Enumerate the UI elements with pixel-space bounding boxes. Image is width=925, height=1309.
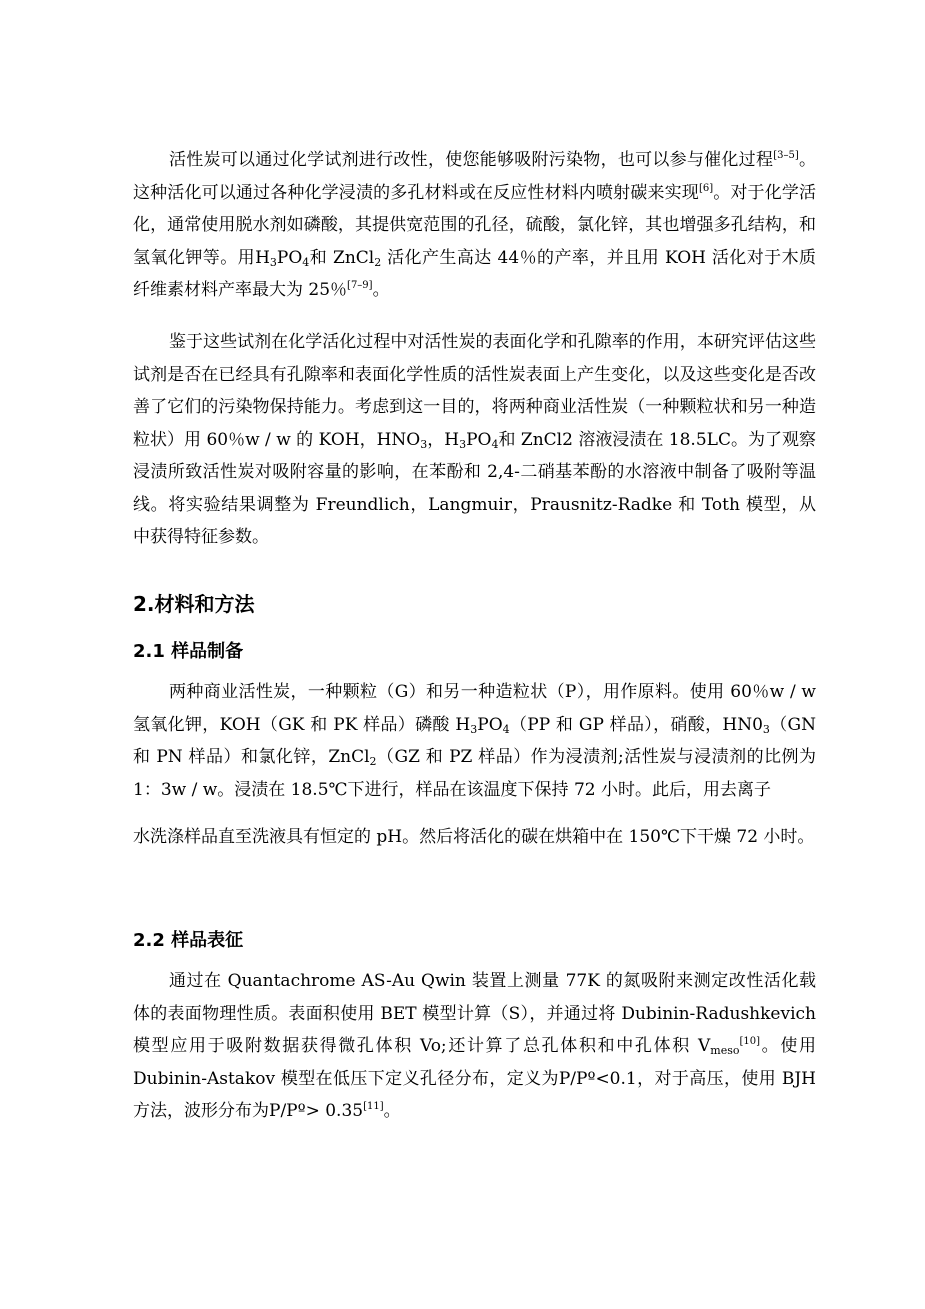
citation-7-9: [7–9] [347,280,373,291]
citation-6: [6] [698,182,714,194]
citation-3-5: [3–5] [773,150,799,161]
paragraph-characterization: 通过在 Quantachrome AS-Au Qwin 装置上测量 77K 的氮吸附来测定改性活化载体的表面物理性质。表面积使用 BET 模型计算（S），并通过将 Dubinin-Radushkevich 模型应用于吸附数据获得微孔体积 Vo;还计算了总孔体积和中孔体积 $V_{meso}[10]$。使用 Dubinin-Astakov 模型在低压下定义孔径分布，定义为P/Pº<0.1，对于高压，使用 BJH 方法，波形分布为P/Pº> 0.35[11]。 [133,971,816,1121]
subsection-heading-characterization: 2.2 样品表征 [133,930,244,951]
section-heading-materials-methods: 2.材料和方法 [133,592,255,616]
paragraph-sample-prep-cont: 水洗涤样品直至洗液具有恒定的 pH。然后将活化的碳在烘箱中在 150℃下干燥 72 小时。 [133,827,815,847]
citation-10: [10] [739,1036,761,1047]
paragraph-sample-prep: 两种商业活性炭，一种颗粒（G）和另一种造粒状（P），用作原料。使用 60％w / w 氢氧化钾，KOH（GK 和 PK 样品）磷酸 $H_3PO_4(PP$ 和 GP 样品），硝酸，$HN0_3(GN$ 和 PN 样品）和氯化锌，ZnCl$_2$（GZ 和 PZ 样品）作为浸渍剂;活性炭与浸渍剂的比例为 1：3w / w。浸渍在 18.5℃下进行，样品在该温度下保持 72 小时。此后，用去离子 [133,682,816,800]
paragraph-research-aim: 鉴于这些试剂在化学活化过程中对活性炭的表面化学和孔隙率的作用，本研究评估这些试剂是否在已经具有孔隙率和表面化学性质的活性炭表面上产生变化，以及这些变化是否改善了它们的污染物保持能力。考虑到这一目的，将两种商业活性炭（一种颗粒状和另一种造粒状）用 60％w / w 的 KOH，$HNO_3$，$H_3PO_4$和 ZnCl2 溶液浸渍在 18.5LC。为了观察浸渍所致活性炭对吸附容量的影响，在苯酚和 2,4-二硝基苯酚的水溶液中制备了吸附等温线。将实验结果调整为 Freundlich，Langmuir，Prausnitz-Radke 和 Toth 模型，从中获得特征参数。 [133,332,816,547]
subsection-heading-sample-prep: 2.1 样品制备 [133,641,244,662]
citation-11: [11] [363,1101,384,1112]
paragraph-activated-carbon-intro: 活性炭可以通过化学试剂进行改性，使您能够吸附污染物，也可以参与催化过程[3–5]。这种活化可以通过各种化学浸渍的多孔材料或在反应性材料内喷射碳来实现[6]。对于化学活化，通常使用脱水剂如磷酸，其提供宽范围的孔径，硫酸，氯化锌，其也增强多孔结构，和氢氧化钾等。用$H_3PO_4$和 ZnCl$_2$ 活化产生高达 44％的产率，并且用 KOH 活化对于木质纤维素材料产率最大为 25％[7–9]。 [133,150,817,300]
